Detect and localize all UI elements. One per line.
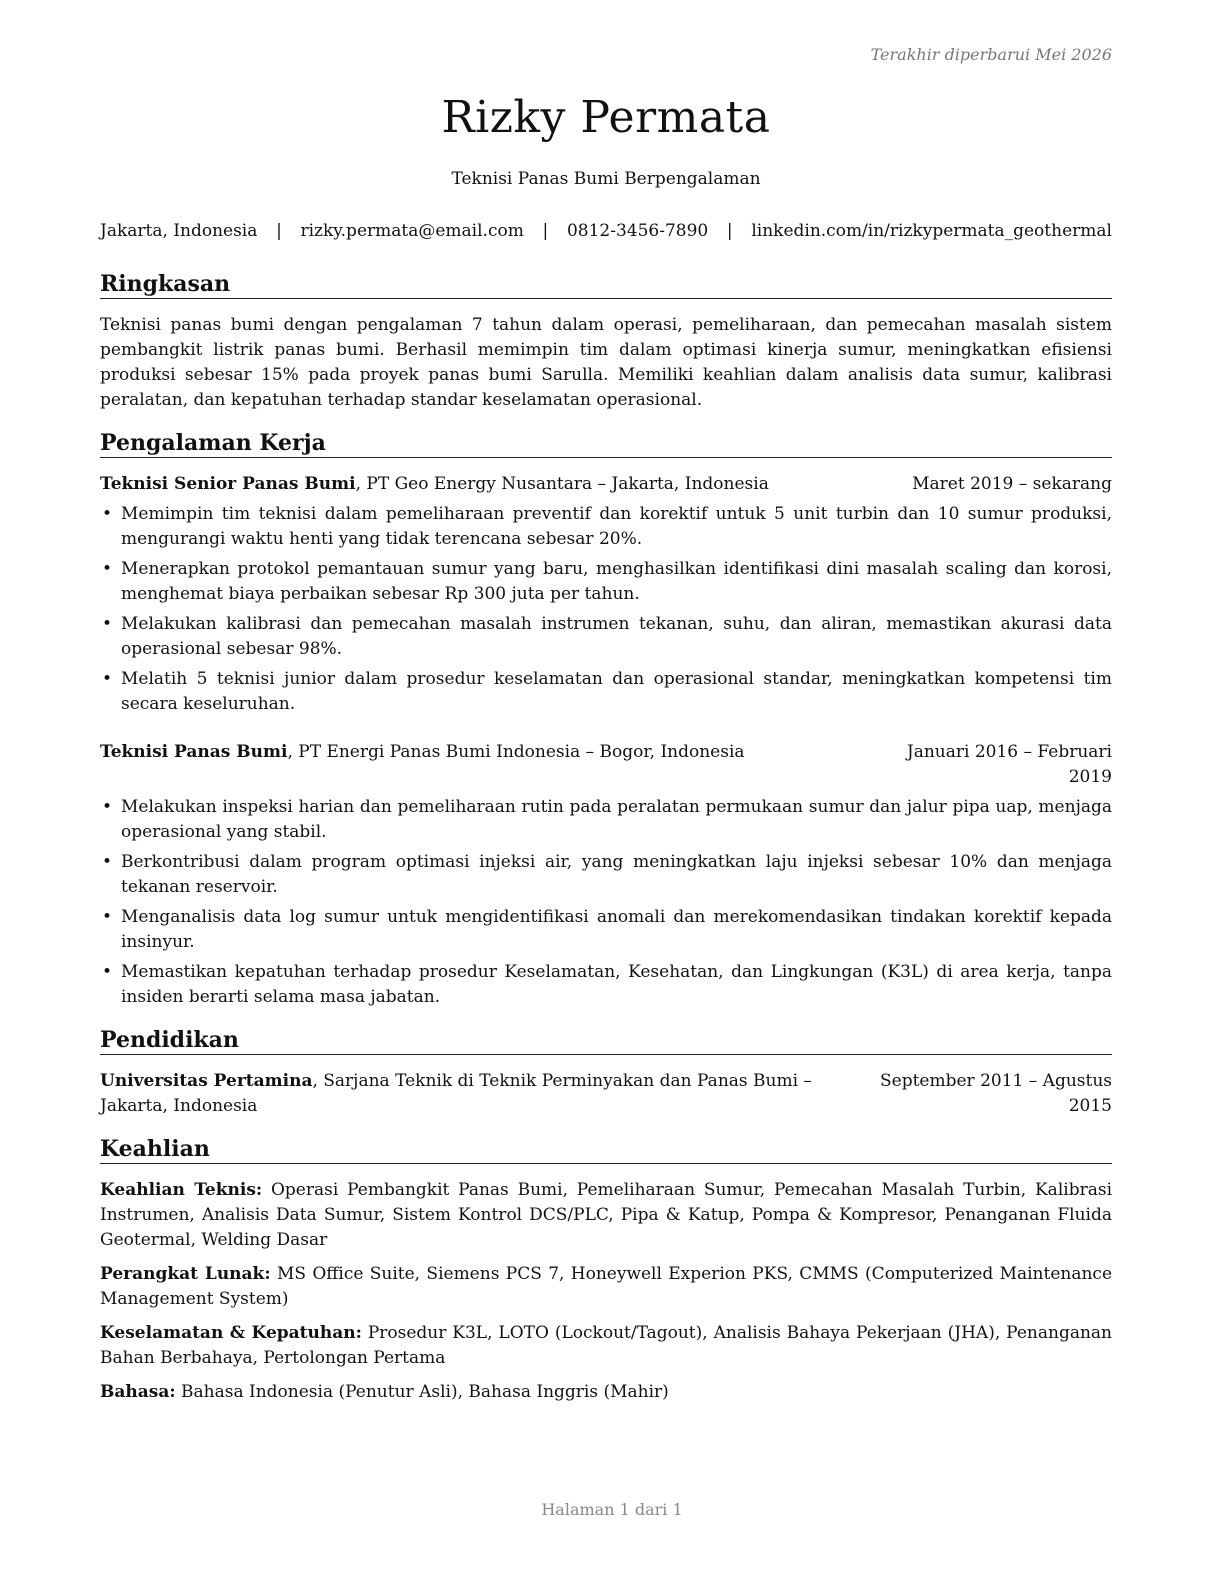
experience-section [100,429,1112,1010]
job-entry [100,740,1112,1010]
contact-linkedin[interactable]: linkedin.com/in/rizkypermata_geothermal [751,221,1112,241]
job-dates: Januari 2016 – Februari 2019 [906,742,1112,787]
skill-label: Perangkat Lunak: [100,1264,271,1284]
skill-text: MS Office Suite, Siemens PCS 7, Honeywell Experion PKS, CMMS (Computerized Maintenance Management System) [100,1264,1113,1309]
summary-heading: Ringkasan [100,270,1112,299]
skill-text: Bahasa Indonesia (Penutur Asli), Bahasa Inggris (Mahir) [175,1382,669,1402]
experience-heading: Pengalaman Kerja [100,429,1112,458]
job-bullet: • Melakukan inspeksi harian dan pemeliharaan rutin pada peralatan permukaan sumur dan jalur pipa uap, menjaga operasional yang stabil. [100,795,1112,845]
contact-email[interactable]: rizky.permata@email.com [300,221,524,241]
job-bullet: • Menganalisis data log sumur untuk mengidentifikasi anomali dan merekomendasikan tindakan korektif kepada insinyur. [100,905,1112,955]
education-heading: Pendidikan [100,1026,1112,1055]
job-role: Teknisi Panas Bumi [100,742,288,762]
candidate-tagline: Teknisi Panas Bumi Berpengalaman [451,169,761,189]
page-number-footer: Halaman 1 dari 1 [541,1500,683,1519]
skill-label: Bahasa: [100,1382,176,1402]
contact-line [100,219,1112,243]
skill-text: Prosedur K3L, LOTO (Lockout/Tagout), Analisis Bahaya Pekerjaan (JHA), Penanganan Bahan Berbahaya, Pertolongan Pertama [100,1323,1112,1368]
job-bullet: • Memimpin tim teknisi dalam pemeliharaan preventif dan korektif untuk 5 unit turbin dan 10 sumur produksi, mengurangi waktu henti yang tidak terencana sebesar 20%. [100,502,1112,552]
summary-section [100,270,1112,413]
job-bullet: • Melakukan kalibrasi dan pemecahan masalah instrumen tekanan, suhu, dan aliran, memastikan akurasi data operasional sebesar 98%. [100,612,1112,662]
candidate-name: Rizky Permata [441,92,771,143]
job-dates: Maret 2019 – sekarang [912,474,1112,494]
skill-label: Keahlian Teknis: [100,1180,263,1200]
contact-phone[interactable]: 0812-3456-7890 [566,221,709,241]
skills-section [100,1135,1112,1405]
resume-content [100,88,1112,1405]
education-dates: September 2011 – Agustus 2015 [880,1071,1112,1116]
job-bullet: • Menerapkan protokol pemantauan sumur yang baru, menghasilkan identifikasi dini masalah scaling dan korosi, menghemat biaya perbaikan sebesar Rp 300 juta per tahun. [100,557,1112,607]
summary-text: Teknisi panas bumi dengan pengalaman 7 tahun dalam operasi, pemeliharaan, dan pemecahan masalah sistem pembangkit listrik panas bumi. Berhasil memimpin tim dalam optimasi kinerja sumur, meningkatkan efisiensi produksi sebesar 15% pada proyek panas bumi Sarulla. Memiliki keahlian dalam analisis data sumur, kalibrasi peralatan, dan kepatuhan terhadap standar keselamatan operasional. [100,315,1112,410]
education-detail: , Sarjana Teknik di Teknik Perminyakan dan Panas Bumi – Jakarta, Indonesia [100,1071,812,1116]
job-header [100,740,1112,790]
job-bullets [100,795,1112,1010]
contact-separator: | [726,221,733,241]
last-updated-note: Terakhir diperbarui Mei 2026 [870,45,1112,64]
job-entry [100,472,1112,717]
skill-text: Operasi Pembangkit Panas Bumi, Pemeliharaan Sumur, Pemecahan Masalah Turbin, Kalibrasi Instrumen, Analisis Data Sumur, Sistem Kontrol DCS/PLC, Pipa & Katup, Pompa & Kompresor, Penanganan Fluida Geotermal, Welding Dasar [100,1180,1113,1250]
education-school: Universitas Pertamina [100,1071,313,1091]
job-role: Teknisi Senior Panas Bumi [100,474,356,494]
job-bullets [100,502,1112,717]
education-section [100,1026,1112,1119]
contact-separator: | [542,221,549,241]
skill-group [100,1321,1112,1371]
contact-location: Jakarta, Indonesia [100,221,258,241]
job-header [100,472,1112,497]
contact-separator: | [276,221,282,241]
job-company: , PT Geo Energy Nusantara – Jakarta, Indonesia [355,474,769,494]
job-bullet: • Memastikan kepatuhan terhadap prosedur Keselamatan, Kesehatan, dan Lingkungan (K3L) di area kerja, tanpa insiden berarti selama masa jabatan. [100,960,1112,1010]
skill-group [100,1178,1112,1253]
job-bullet: • Melatih 5 teknisi junior dalam prosedur keselamatan dan operasional standar, meningkatkan kompetensi tim secara keseluruhan. [100,667,1112,717]
job-company: , PT Energi Panas Bumi Indonesia – Bogor, Indonesia [287,742,745,762]
skill-group [100,1380,1112,1405]
education-entry [100,1069,1112,1119]
skills-heading: Keahlian [100,1135,1112,1164]
skill-label: Keselamatan & Kepatuhan: [100,1323,362,1343]
skill-group [100,1262,1112,1312]
job-bullet: • Berkontribusi dalam program optimasi injeksi air, yang meningkatkan laju injeksi sebesar 10% dan menjaga tekanan reservoir. [100,850,1112,900]
